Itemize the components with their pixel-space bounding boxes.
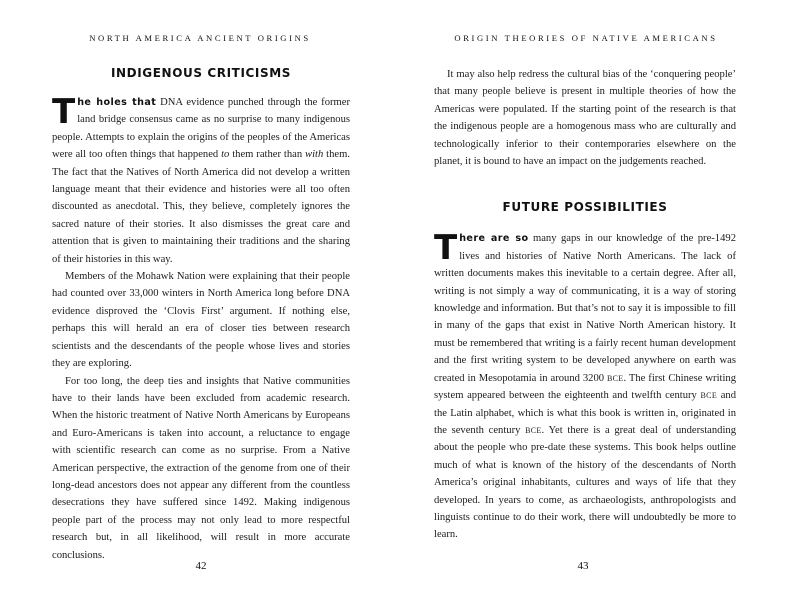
section-heading: INDIGENOUS CRITICISMS (110, 66, 292, 80)
body-text (434, 230, 736, 543)
emphasis: to (221, 149, 230, 161)
text-run: and the Latin alphabet, which is what this book is written in, originated in the seventh century (434, 390, 736, 436)
body-text (52, 94, 350, 564)
era-abbreviation: BCE (700, 391, 718, 401)
emphasis: with (305, 149, 324, 161)
running-head: NORTH AMERICA ANCIENT ORIGINS (89, 33, 311, 43)
left-page (0, 0, 392, 600)
paragraph: It may also help redress the cultural bias of the ‘conquering people’ that many people believe is present in multiple theories of how the Americas were populated. If the starting point of the research is that the indigenous people are a homogenous mass who are culturally and technologically inferior to their contemporaries elsewhere on the planet, it is bound to have an impact on the judgements reached. (434, 69, 736, 168)
lead-in: here are so (459, 233, 529, 245)
section-heading: FUTURE POSSIBILITIES (502, 200, 668, 215)
text-run: many gaps in our knowledge of the pre-1492 lives and histories of Native North Americans. The lack of written documents makes this inevitable to a certain degree. After all, writing is not simply a way of communicating, it is a way of storing knowledge and information. But that’s not to say it is impossible to fill in many of the gaps that exist in Native North American history. It must be remembered that writing is a fairly recent human development and the first writing system to be developed anywhere on earth was created in Mesopotamia in around 3200 (434, 233, 736, 384)
era-abbreviation: BCE (607, 373, 624, 383)
text-run: . Yet there is a great deal of understanding about the people who pre-date these systems. This book helps outline much of what is known of the history of the descendants of North America’s original inhabitants, cultures and ways of life that they developed. In years to come, as archaeologists, anthropologists and linguists continue to do their work, there will undoubtedly be more to learn. (434, 424, 736, 541)
paragraph (52, 94, 350, 268)
era-abbreviation: BCE (525, 425, 542, 435)
lead-in: he holes that (77, 97, 157, 108)
text-run: them. The fact that the Natives of North America did not develop a written language meant that their evidence and histories were all too often discounted as anecdotal. This, they believe, completely ignores the sacred nature of their stories. It also dismisses the great care and attention that is given to maintaining their traditions and the sharing of their histories in this way. (52, 149, 351, 265)
text-run: them rather than (229, 149, 306, 161)
text-run: DNA evidence punched through the former land bridge consensus came as no surprise to many indigenous people. Attempts to explain the origins of the peoples of the Americas were all too often things that happened (52, 97, 350, 161)
drop-cap: T (434, 228, 458, 269)
page-number: 42 (195, 560, 207, 572)
right-page (392, 0, 784, 600)
page-number: 43 (577, 560, 589, 572)
paragraph: Members of the Mohawk Nation were explaining that their people had counted over 33,000 winters in North America long before DNA evidence disproved the ‘Clovis First’ argument. If nothing else, perhaps this will herald an era of closer ties between research scientists and the descendants of the people whose lives and stories they are exploring. (52, 271, 350, 370)
paragraph (434, 230, 736, 543)
paragraph: For too long, the deep ties and insights that Native communities have to their lands have been excluded from academic research. When the historic treatment of Native North Americans by Europeans and Euro-Americans is taken into account, a reluctance to engage with scientific research can come as no surprise. From a Native American perspective, the extraction of the genome from one of their long-dead ancestors does not appear any different from the countless desecrations they have suffered since 1492. Making indigenous people part of the process may not only lead to more respectful research but, in all likelihood, will result in more accurate conclusions. (52, 375, 350, 561)
drop-cap: T (52, 92, 76, 132)
body-text (434, 66, 736, 170)
running-head: ORIGIN THEORIES OF NATIVE AMERICANS (454, 33, 718, 43)
text-run: . The first Chinese writing system appeared between the eighteenth and twelfth century (434, 372, 736, 402)
